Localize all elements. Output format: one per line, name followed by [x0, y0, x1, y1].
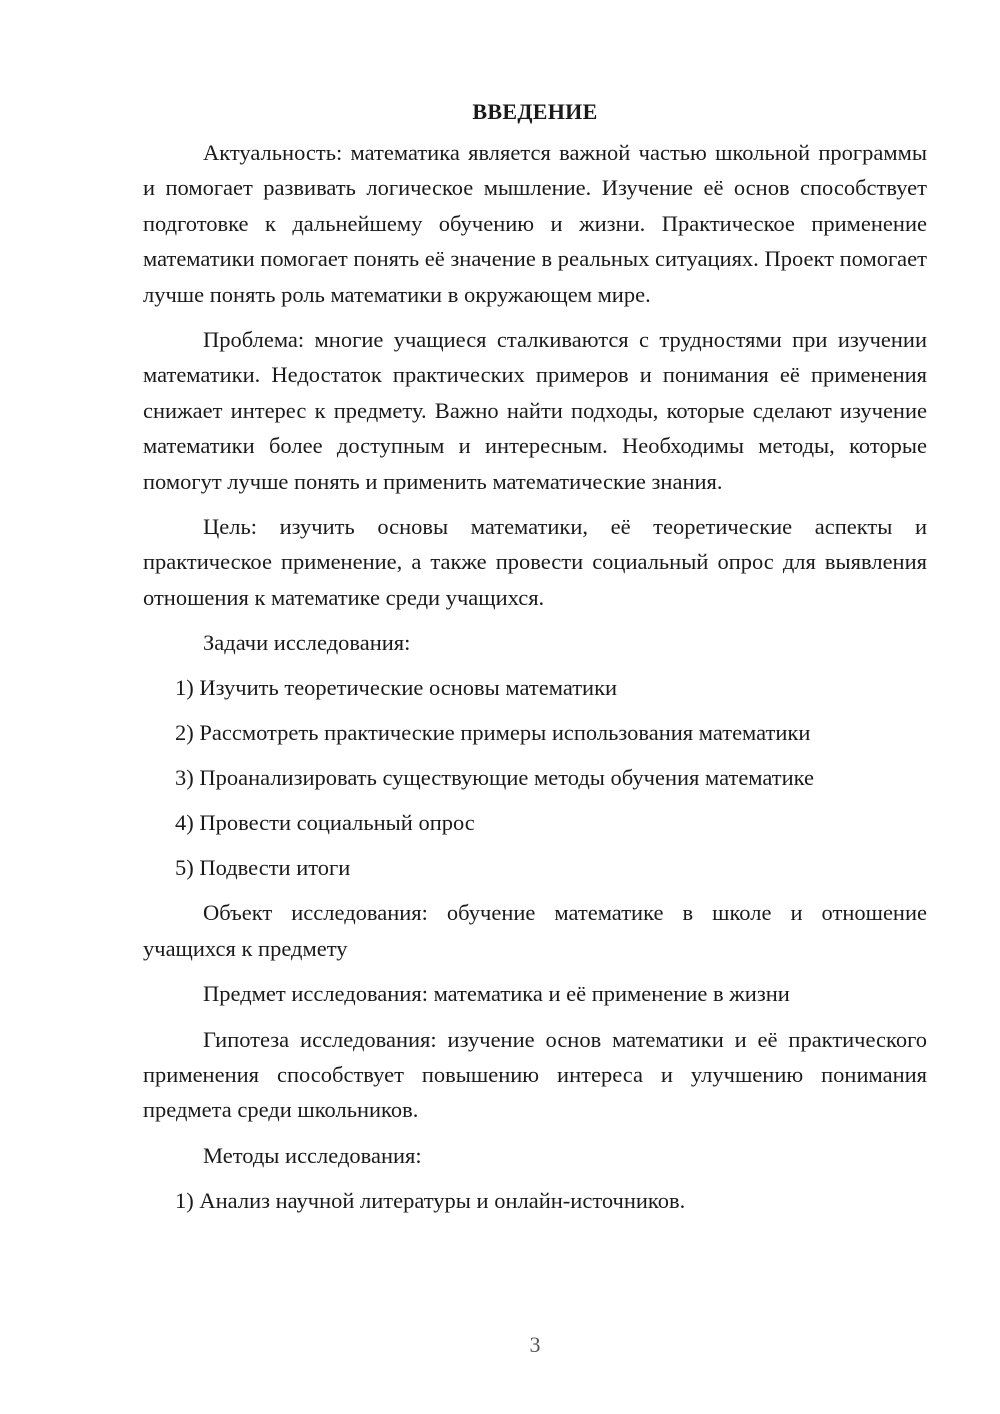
task-item: 3) Проанализировать существующие методы обучения математике	[175, 765, 815, 791]
method-item: 1) Анализ научной литературы и онлайн-источников.	[175, 1187, 686, 1213]
methods-list	[143, 1183, 927, 1218]
tasks-list	[143, 670, 927, 885]
task-item: 1) Изучить теоретические основы математики	[175, 675, 618, 701]
task-item: 2) Рассмотреть практические примеры использования математики	[175, 720, 811, 746]
page-content	[143, 94, 927, 1228]
problem-paragraph: Проблема: многие учащиеся сталкиваются с трудностями при изучении математики. Недостаток практических примеров и понимания её применения снижает интерес к предмету. Важно найти подходы, которые сделают изучение математики более доступным и интересным. Необходимы методы, которые помогут лучше понять и применить математические знания.	[143, 327, 927, 494]
page-number: 3	[529, 1332, 541, 1357]
tasks-label: Задачи исследования:	[203, 630, 411, 656]
relevance-paragraph: Актуальность: математика является важной частью школьной программы и помогает развивать логическое мышление. Изучение её основ способствует подготовке к дальнейшему обучению и жизни. Практическое применение математики помогает понять её значение в реальных ситуациях. Проект помогает лучше понять роль математики в окружающем мире.	[143, 140, 927, 307]
section-heading: ВВЕДЕНИЕ	[472, 99, 598, 124]
subject-paragraph: Предмет исследования: математика и её применение в жизни	[203, 981, 790, 1007]
object-paragraph: Объект исследования: обучение математике в школе и отношение учащихся к предмету	[143, 900, 927, 961]
hypothesis-paragraph: Гипотеза исследования: изучение основ математики и её практического применения способствует повышению интереса и улучшению понимания предмета среди школьников.	[143, 1026, 927, 1123]
task-item: 4) Провести социальный опрос	[175, 810, 475, 836]
task-item: 5) Подвести итоги	[175, 855, 351, 881]
goal-paragraph: Цель: изучить основы математики, её теоретические аспекты и практическое применение, а также провести социальный опрос для выявления отношения к математике среди учащихся.	[143, 514, 927, 610]
methods-label: Методы исследования:	[203, 1142, 422, 1168]
